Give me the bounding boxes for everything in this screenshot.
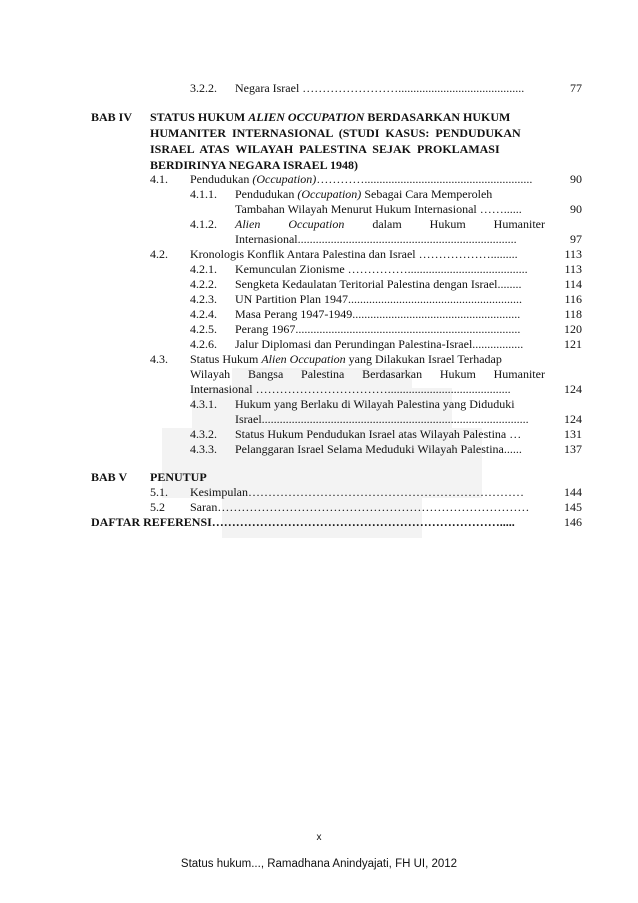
entry-number: 4.1.1. — [190, 187, 217, 201]
chapter-label: BAB IV — [91, 110, 133, 124]
entry-page: 145 — [564, 500, 582, 514]
entry-page: 118 — [564, 307, 582, 321]
entry-page: 113 — [564, 262, 582, 276]
entry-title: Pelanggaran Israel Selama Meduduki Wilayah Palestina...... — [235, 442, 522, 456]
entry-page: 124 — [564, 412, 582, 426]
entry-page: 120 — [564, 322, 582, 336]
entry-title: Sengketa Kedaulatan Teritorial Palestina dengan Israel........ — [235, 277, 522, 291]
entry-page: 77 — [570, 81, 582, 95]
entry-number: 4.2.4. — [190, 307, 217, 321]
entry-page: 124 — [564, 382, 582, 396]
entry-page: 90 — [570, 172, 582, 186]
entry-number: 4.2.1. — [190, 262, 217, 276]
toc-entry-3-2-2 — [190, 81, 217, 96]
entry-title-line-3: Internasional ……………………………......................................... — [190, 382, 511, 396]
entry-number: 4.3. — [150, 352, 168, 366]
entry-title: Pendudukan (Occupation)…………........................................................ — [190, 172, 533, 186]
entry-page: 90 — [570, 202, 582, 216]
chapter-title-line-3: ISRAEL ATAS WILAYAH PALESTINA SEJAK PROKLAMASI — [150, 142, 500, 156]
footer-citation: Status hukum..., Ramadhana Anindyajati, FH UI, 2012 — [180, 858, 458, 870]
entry-page: 137 — [564, 442, 582, 456]
entry-number: 4.2.2. — [190, 277, 217, 291]
entry-page: 113 — [564, 247, 582, 261]
entry-title: Kesimpulan…………………………………………………………… — [190, 485, 524, 499]
entry-title: Jalur Diplomasi dan Perundingan Palestina-Israel................. — [235, 337, 524, 351]
page-number: x — [316, 832, 322, 843]
entry-title-line-2: Tambahan Wilayah Menurut Hukum Internasional ……...... — [235, 202, 522, 216]
entry-page: 114 — [564, 277, 582, 291]
entry-title: Perang 1967........................................................................... — [235, 322, 521, 336]
entry-number: 4.2.5. — [190, 322, 217, 336]
references-title: DAFTAR REFERENSI………………………………………………………………..... — [91, 515, 515, 529]
entry-number: 4.3.3. — [190, 442, 217, 456]
entry-title: Saran…………………………………………………………………… — [190, 500, 530, 514]
entry-number: 5.1. — [150, 485, 168, 499]
entry-number: 4.1.2. — [190, 217, 217, 231]
chapter-label: BAB V — [91, 470, 128, 484]
entry-title-line-1: Pendudukan (Occupation) Sebagai Cara Memperoleh — [235, 187, 493, 201]
entry-number: 4.2. — [150, 247, 168, 261]
entry-title: Kemunculan Zionisme ……………........................................ — [235, 262, 528, 276]
chapter-title-line-4: BERDIRINYA NEGARA ISRAEL 1948) — [150, 158, 358, 172]
chapter-title-line-2: HUMANITER INTERNASIONAL (STUDI KASUS: PENDUDUKAN — [150, 126, 521, 140]
entry-title-line-2: Israel......................................................................................... — [235, 412, 529, 426]
entry-number: 3.2.2. — [190, 81, 217, 95]
entry-number: 4.3.1. — [190, 397, 217, 411]
entry-number: 4.2.3. — [190, 292, 217, 306]
entry-title-line-1: Hukum yang Berlaku di Wilayah Palestina yang Diduduki — [235, 397, 515, 411]
entry-title-line-1: Status Hukum Alien Occupation yang Dilakukan Israel Terhadap — [190, 352, 502, 366]
entry-title-line-1: Alien Occupation dalam Hukum Humaniter — [235, 217, 545, 231]
entry-title-line-2: Wilayah Bangsa Palestina Berdasarkan Hukum Humaniter — [190, 367, 545, 381]
entry-number: 4.3.2. — [190, 427, 217, 441]
entry-title: Status Hukum Pendudukan Israel atas Wilayah Palestina … — [235, 427, 522, 441]
entry-page: 116 — [564, 292, 582, 306]
chapter-title: PENUTUP — [150, 470, 207, 484]
entry-page: 97 — [570, 232, 582, 246]
entry-page: 121 — [564, 337, 582, 351]
entry-title: UN Partition Plan 1947.......................................................... — [235, 292, 522, 306]
chapter-title-line-1: STATUS HUKUM ALIEN OCCUPATION BERDASARKAN HUKUM — [150, 110, 511, 124]
entry-number: 4.2.6. — [190, 337, 217, 351]
entry-number: 4.1. — [150, 172, 168, 186]
entry-number: 5.2 — [150, 500, 165, 514]
entry-page: 131 — [564, 427, 582, 441]
entry-page: 146 — [564, 515, 582, 529]
entry-title: Masa Perang 1947-1949........................................................ — [235, 307, 521, 321]
entry-page: 144 — [564, 485, 582, 499]
entry-title: Kronologis Konflik Antara Palestina dan Israel ………………......... — [190, 247, 518, 261]
entry-title-line-2: Internasional......................................................................... — [235, 232, 517, 246]
entry-title: Negara Israel …………………….......................................... — [235, 81, 525, 95]
